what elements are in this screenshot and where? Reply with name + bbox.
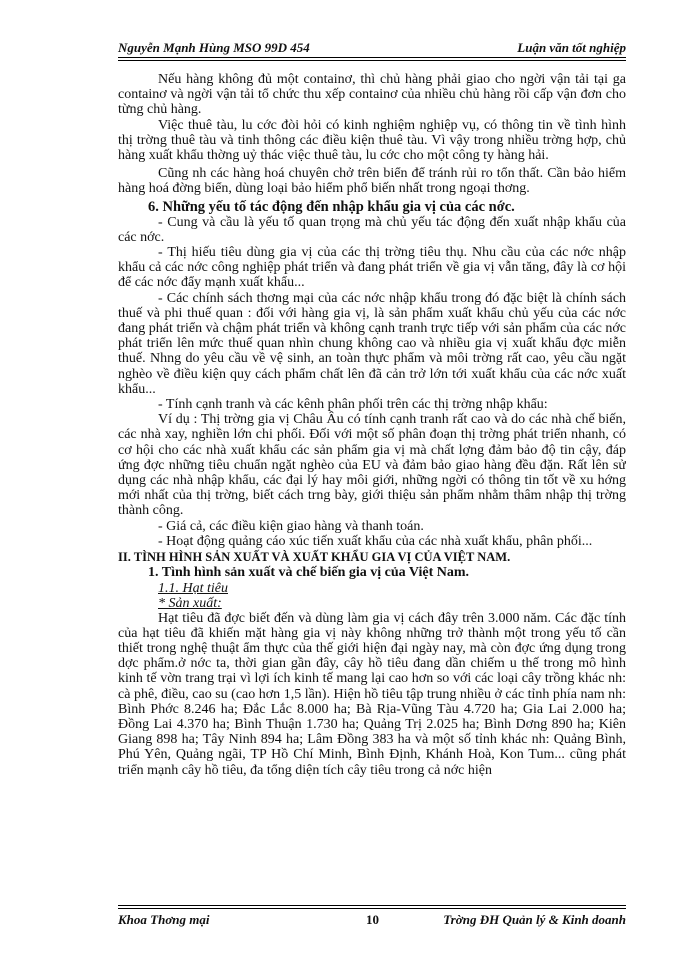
footer-rule-thin bbox=[118, 905, 626, 906]
paragraph: Nếu hàng không đủ một containơ, thì chủ hàng phải giao cho ngời vận tải tại ga containơ và ngời vận tải tổ chức thu xếp containơ của nhiều chủ hàng rồi cấp vận đơn cho từng chủ hàng. bbox=[118, 72, 626, 118]
page-number: 10 bbox=[366, 912, 379, 927]
production-label bbox=[118, 596, 626, 611]
paragraph: Hạt tiêu đã đợc biết đến và dùng làm gia vị cách đây trên 3.000 năm. Các đặc tính của hạt tiêu đã khiến mặt hàng gia vị này không những trở thành một trong yếu tố cần thiết trong nghệ thuật ẩm thực của thế giới hiện đại ngày nay, mà còn đợc ứng dụng trong dợc phẩm.ở nớc ta, thời gian gần đây, cây hồ tiêu đang dần chiếm u thế trong mô hình kinh tế vờn trang trại vì lợi ích kinh tế mang lại cao hơn so với các loại cây trồng khác nh: cà phê, điều, cao su (cao hơn 1,5 lần). Hiện hồ tiêu tập trung nhiều ở các tỉnh phía nam nh: Bình Phớc 8.246 ha; Đắc Lắc 8.000 ha; Bà Rịa-Vũng Tàu 4.720 ha; Gia Lai 2.000 ha; Đồng Lai 4.370 ha; Bình Thuận 1.730 ha; Quảng Trị 2.025 ha; Bình Dơng 890 ha; Kiên Giang 898 ha; Tây Ninh 894 ha; Lâm Đồng 383 ha và một số tỉnh khác nh: Quảng Bình, Phú Yên, Quảng ngãi, TP Hồ Chí Minh, Bình Định, Khánh Hoà, Kon Tum... cũng phát triển mạnh cây hồ tiêu, đa tổng diện tích cây tiêu trong cả nớc hiện bbox=[118, 610, 626, 778]
paragraph: - Giá cả, các điều kiện giao hàng và thanh toán. bbox=[158, 518, 424, 534]
paragraph: Ví dụ : Thị trờng gia vị Châu Âu có tính cạnh tranh rất cao và do các nhà chế biến, các nhà xay, nghiền lớn chi phối. Đối với một số phân đoạn thị trờng phát triển nhanh, có cơ hội cho các nhà xuất khẩu các sản phẩm gia vị mà chất lợng đảm bảo độ tin cậy, đáp ứng đợc những tiêu chuẩn ngặt nghèo của EU và đảm bảo giao hàng đều đặn. Rất lên sử dụng các nhà nhập khẩu, các đại lý hay môi giới, những ngời có thông tin tốt về xu hớng mới nhất của thị trờng, biết cách trng bày, giới thiệu sản phẩm nhằm thâm nhập thị trờng thành công. bbox=[118, 412, 626, 519]
paragraph: - Hoạt động quảng cáo xúc tiến xuất khẩu của các nhà xuất khẩu, phân phối... bbox=[158, 533, 593, 549]
page-header bbox=[118, 38, 626, 58]
paragraph: - Tính cạnh tranh và các kênh phân phối trên các thị trờng nhập khẩu: bbox=[158, 397, 548, 413]
page-footer bbox=[118, 912, 626, 932]
chapter-heading: II. TÌNH HÌNH SẢN XUẤT VÀ XUẤT KHẨU GIA VỊ CỦA VIỆT NAM. bbox=[118, 550, 511, 565]
header-rule-thin bbox=[118, 60, 626, 61]
paragraph: - Cung và cầu là yếu tố quan trọng mà chủ yếu tác động đến xuất nhập khẩu của các nớc. bbox=[118, 214, 626, 245]
footer-faculty: Khoa Thơng mại bbox=[118, 912, 210, 927]
footer-university: Trờng ĐH Quản lý & Kinh doanh bbox=[443, 912, 626, 927]
paragraph: - Thị hiếu tiêu dùng gia vị của các thị trờng tiêu thụ. Nhu cầu của các nớc nhập khẩu cả các nớc công nghiệp phát triển và đang phát triển về gia vị vẫn tăng, đây là cơ hội để các nớc đẩy mạnh xuất khẩu... bbox=[118, 245, 626, 291]
header-rule bbox=[118, 57, 626, 58]
paragraph: Cũng nh các hàng hoá chuyên chở trên biển để tránh rủi ro tổn thất. Cần bảo hiểm hàng hoá đờng biển, dùng loại bảo hiểm phổ biến nhất trong ngoại thơng. bbox=[118, 166, 626, 197]
subsection-heading: 1. Tình hình sản xuất và chế biến gia vị của Việt Nam. bbox=[148, 565, 470, 581]
paragraph: - Các chính sách thơng mại của các nớc nhập khẩu trong đó đặc biệt là chính sách thuế và phi thuế quan : đối với hàng gia vị, là sản phẩm xuất khẩu chủ yếu của các nớc đang phát triển và chậm phát triển và không cạnh tranh trực tiếp với sản phẩm của các nớc phát triển lên mức thuế quan nhìn chung không cao và nhiều gia vị xuất khẩu đợc miễn thuế. Nhng do yêu cầu về vệ sinh, an toàn thực phẩm và môi trờng rất cao, yêu cầu ngặt nghèo về điều kiện quy cách phẩm chất lên đã cản trở lớn tới xuất khẩu của các nớc xuất khẩu... bbox=[118, 290, 626, 397]
pepper-title-text: 1.1. Hạt tiêu bbox=[158, 580, 228, 596]
footer-rule bbox=[118, 908, 626, 909]
paragraph: Việc thuê tàu, lu cớc đòi hỏi có kinh nghiệm nghiệp vụ, có thông tin về tình hình thị trờng thuê tàu và tinh thông các điều kiện thuê tàu. Vì vậy trong nhiều trờng hợp, chủ hàng xuất khẩu thờng uỷ thác việc thuê tàu, lu cớc cho một công ty hàng hải. bbox=[118, 117, 626, 164]
section-heading-6: 6. Những yếu tố tác động đến nhập khẩu gia vị của các nớc. bbox=[148, 198, 515, 215]
page-body bbox=[118, 72, 626, 898]
header-title: Luận văn tốt nghiệp bbox=[517, 40, 626, 55]
header-author: Nguyễn Mạnh Hùng MSO 99D 454 bbox=[118, 40, 310, 55]
subsection-title-pepper bbox=[118, 581, 626, 596]
production-label-text: * Sản xuất: bbox=[158, 595, 222, 611]
